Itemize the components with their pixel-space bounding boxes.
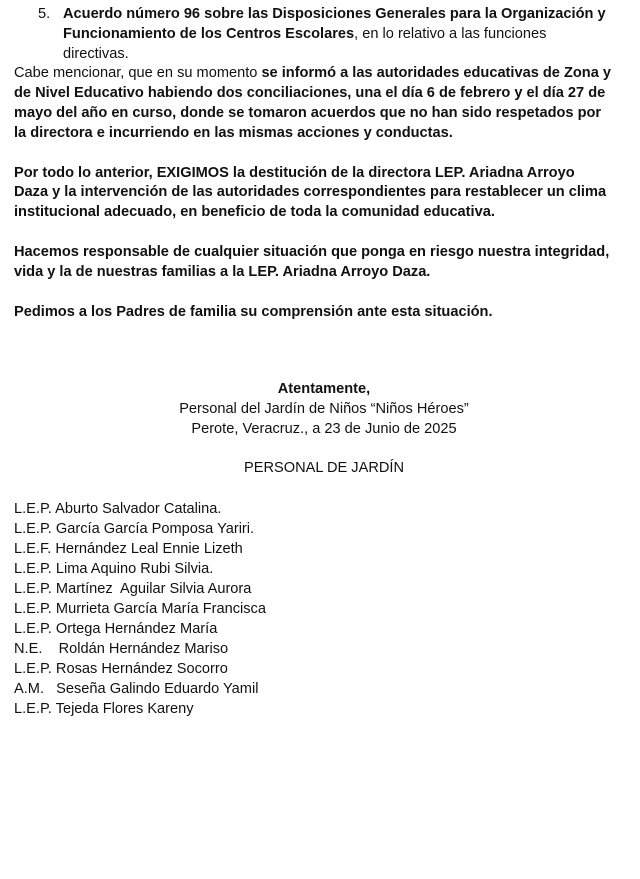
agreement-title: Acuerdo número 96 sobre las Disposiciones Generales para la Organización y Funcionamiento de los Centros Escolares <box>63 6 606 42</box>
staff-member: L.E.F. Hernández Leal Ennie Lizeth <box>14 541 243 558</box>
paragraph-conciliations-bold: se informó a las autoridades educativas de Zona y de Nivel Educativo habiendo dos conciliaciones, una el día 6 de febrero y el día 27 de mayo del año en curso, donde se tomaron acuerdos que no han sido respetados por la directora e incurriendo en las mismas acciones y conductas. <box>14 65 611 141</box>
paragraph-responsibility: Hacemos responsable de cualquier situación que ponga en riesgo nuestra integridad, vida y la de nuestras familias a la LEP. Ariadna Arroyo Daza. <box>14 243 610 280</box>
staff-member: L.E.P. García García Pomposa Yariri. <box>14 521 255 538</box>
staff-member: L.E.P. Ortega Hernández María <box>14 621 218 638</box>
staff-member: L.E.P. Lima Aquino Rubi Silvia. <box>14 561 214 578</box>
closing-salutation: Atentamente, <box>277 381 371 398</box>
staff-member: L.E.P. Rosas Hernández Socorro <box>14 661 228 678</box>
paragraph-conciliations <box>14 64 612 143</box>
paragraph-demand: Por todo lo anterior, EXIGIMOS la destitución de la directora LEP. Ariadna Arroyo Daza y la intervención de las autoridades correspondientes para restablecer un clima institucional adecuado, en beneficio de toda la comunidad educativa. <box>14 164 607 221</box>
list-item-number: 5. <box>38 6 51 22</box>
agreement-suffix: , en lo relativo a las funciones directivas. <box>63 25 547 62</box>
paragraph-request: Pedimos a los Padres de familia su comprensión ante esta situación. <box>14 303 493 320</box>
staff-member: A.M. Seseña Galindo Eduardo Yamil <box>14 681 259 698</box>
paragraph-conciliations-intro: Cabe mencionar, que en su momento <box>14 65 262 82</box>
closing-place-date: Perote, Veracruz., a 23 de Junio de 2025 <box>191 421 457 438</box>
closing-sender: Personal del Jardín de Niños “Niños Héroes” <box>179 401 469 418</box>
staff-member: L.E.P. Aburto Salvador Catalina. <box>14 501 222 518</box>
staff-member: L.E.P. Tejeda Flores Kareny <box>14 701 194 718</box>
list-item-5 <box>14 5 612 64</box>
staff-member: L.E.P. Martínez Aguilar Silvia Aurora <box>14 581 252 598</box>
closing-block <box>14 379 612 439</box>
staff-heading: PERSONAL DE JARDÍN <box>243 460 405 477</box>
staff-list <box>14 499 612 719</box>
staff-member: L.E.P. Murrieta García María Francisca <box>14 601 266 618</box>
letter-document <box>14 5 612 734</box>
list-item-text <box>63 5 612 64</box>
staff-member: N.E. Roldán Hernández Mariso <box>14 641 229 658</box>
